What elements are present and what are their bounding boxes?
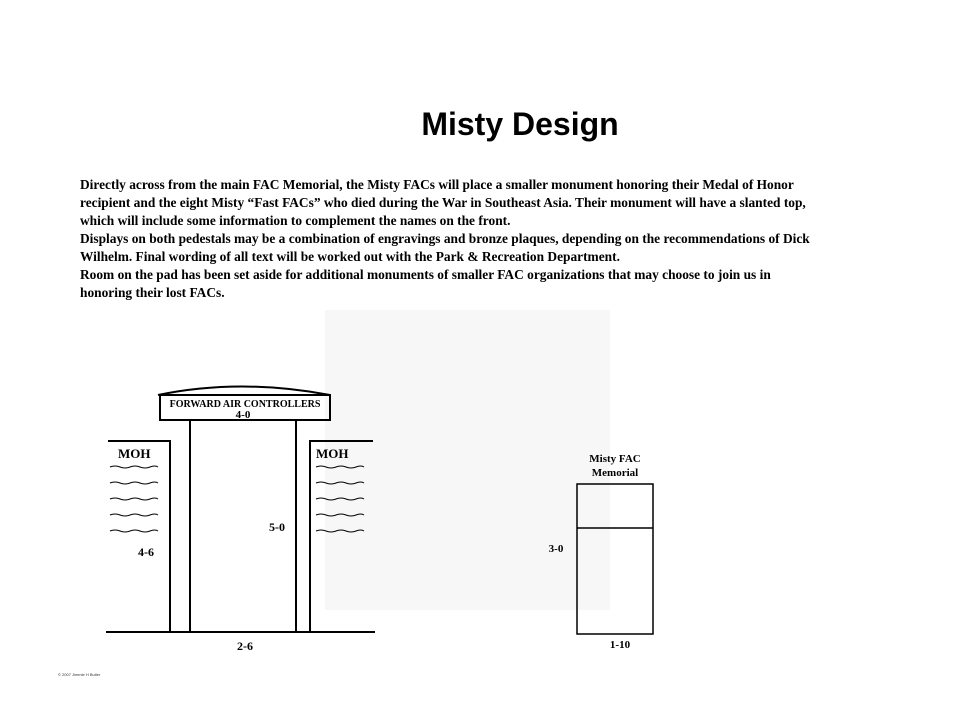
engraved-name-line	[110, 482, 158, 484]
scan-background	[325, 310, 610, 610]
side-height-dimension: 4-6	[138, 545, 154, 559]
engraved-name-line	[110, 514, 158, 516]
description-paragraph: Displays on both pedestals may be a combination of engravings and bronze plaques, depending on the recommendations of Dick Wilhelm. Final wording of all text will be worked out with the Park & Recreation Department.	[80, 231, 810, 264]
left-moh-label: MOH	[118, 446, 151, 461]
misty-label-line1: Misty FAC	[589, 453, 641, 465]
description-paragraph: Room on the pad has been set aside for additional monuments of smaller FAC organizations that may choose to join us in honoring their lost FACs.	[80, 267, 771, 300]
copyright-notice: © 2007 Jimmie H Butler	[58, 672, 101, 677]
banner-text: FORWARD AIR CONTROLLERS	[169, 399, 321, 410]
center-height-dimension: 5-0	[269, 520, 285, 534]
top-dimension: 4-0	[235, 409, 251, 421]
misty-height-dimension: 3-0	[548, 543, 564, 555]
right-moh-label: MOH	[316, 446, 349, 461]
misty-label-line2: Memorial	[591, 467, 639, 479]
base-width-dimension: 2-6	[237, 639, 253, 653]
left-name-lines	[110, 466, 158, 532]
description-paragraph: Directly across from the main FAC Memorial, the Misty FACs will place a smaller monument honoring their Medal of Honor recipient and the eight Misty “Fast FACs” who died during the War in Southeast Asia. Their monument will have a slanted top, which will include some information to complement the names on the front.	[80, 177, 806, 228]
engraved-name-line	[110, 466, 158, 468]
left-pedestal	[108, 441, 170, 632]
banner-arch	[158, 387, 330, 396]
page-title: Misty Design	[421, 106, 619, 142]
engraved-name-line	[110, 498, 158, 500]
misty-width-dimension: 1-10	[609, 639, 631, 651]
engraved-name-line	[110, 530, 158, 532]
